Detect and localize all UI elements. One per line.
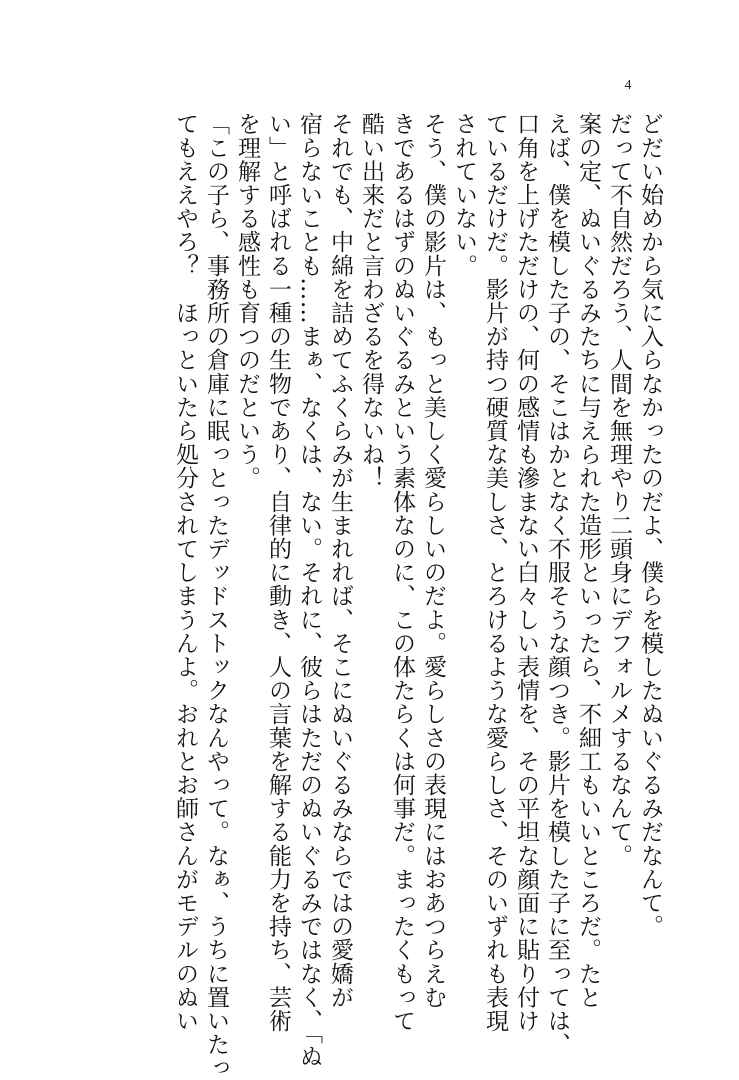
page-number: 4	[624, 78, 632, 93]
text-line: どだい始めから気に入らなかったのだよ、僕らを模したぬいぐるみだなんて。	[637, 112, 663, 938]
text-line: そう、僕の影片は、もっと美しく愛らしいのだよ。愛らしさの表現にはおあつらえむ	[420, 112, 446, 1009]
text-line: だって不自然だろう、人間を無理やり二頭身にデフォルメするなんて。	[606, 112, 632, 868]
text-line: 案の定、ぬいぐるみたちに与えられた造形といったら、不細工もいいところだ。たと	[575, 112, 601, 1009]
text-line: 宿らないことも……まぁ、なくは、ない。それに、彼らはただのぬいぐるみではなく、「ぬ	[296, 112, 322, 1069]
body-text	[120, 112, 665, 1080]
text-line: ているだけだ。影片が持つ硬質な美しさ、とろけるような愛らしさ、そのいずれも表現	[482, 112, 508, 1033]
text-line: それでも、中綿を詰めてふくらみが生まれれば、そこにぬいぐるみならではの愛嬌が	[327, 112, 353, 1009]
text-line: 口角を上げただけの、何の感情も滲まない白々しい表情を、その平坦な顔面に貼り付け	[513, 112, 539, 1033]
text-line: えば、僕を模した子の、そこはかとなく不服そうな顔つき。影片を模した子に至っては、	[544, 112, 570, 1056]
text-line: てもええやろ？ ほっといたら処分されてしまうんよ。おれとお師さんがモデルのぬい	[172, 112, 198, 1033]
text-line: きであるはずのぬいぐるみという素体なのに、この体たらくは何事だ。まったくもって	[389, 112, 415, 1033]
text-line: されていない。	[451, 112, 477, 278]
text-line: 酷い出来だと言わざるを得ないね！	[358, 112, 384, 490]
text-line: 「この子ら、事務所の倉庫に眠っとったデッドストックなんやって。なぁ、うちに置いたっ	[203, 112, 229, 1080]
text-line: い」と呼ばれる一種の生物であり、自律的に動き、人の言葉を解する能力を持ち、芸術	[265, 112, 291, 1033]
text-line: を理解する感性も育つのだという。	[234, 112, 260, 490]
